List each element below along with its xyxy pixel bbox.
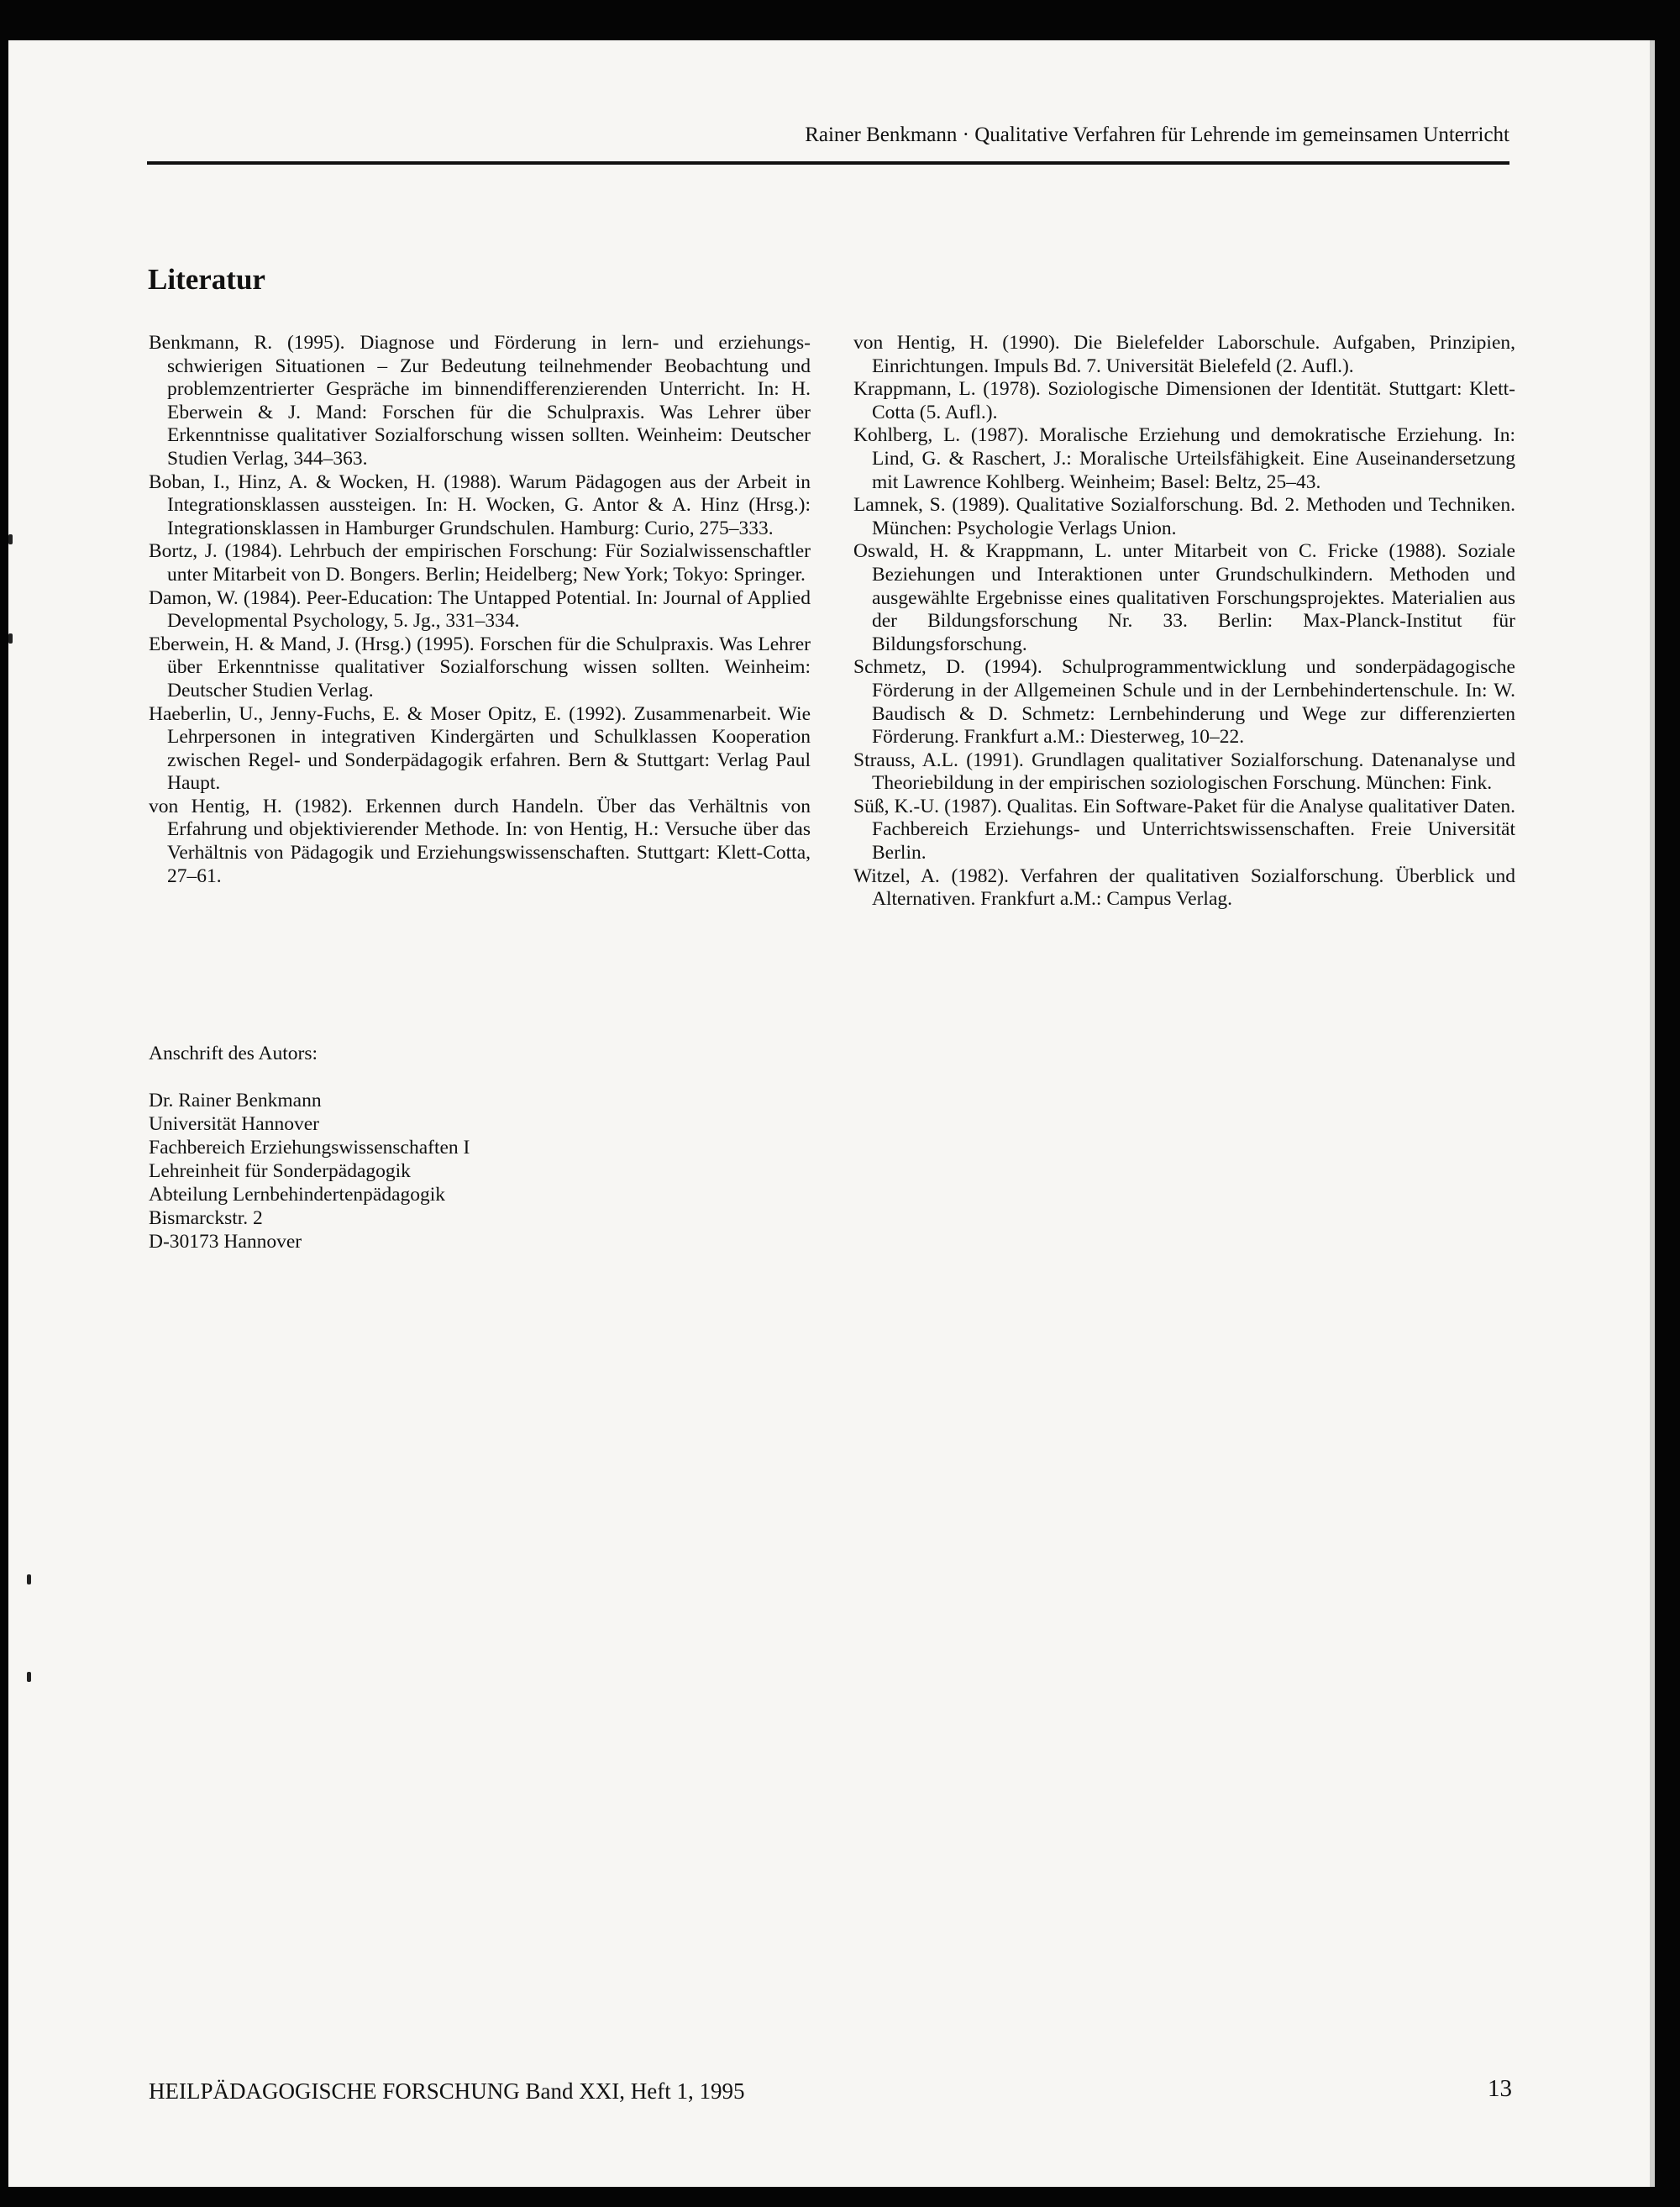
- address-line: Bismarckstr. 2: [149, 1207, 263, 1229]
- section-heading: Literatur: [148, 263, 265, 296]
- reference-entry: Schmetz, D. (1994). Schulprogrammentwicklung und sonderpädagogische Förderung in der Allgemeinen Schule und in der Lernbehindertenschule. In: W. Baudisch & D. Schmetz: Lernbehinderung und Wege zur differenzierten Förderung. Frankfurt a.M.: Diesterweg, 10–22.: [853, 656, 1515, 749]
- binding-mark: [27, 1574, 31, 1584]
- reference-entry: Witzel, A. (1982). Verfahren der qualitativen Sozialforschung. Überblick und Alternativen. Frankfurt a.M.: Campus Verlag.: [853, 864, 1515, 911]
- page-edge: [1650, 40, 1655, 2187]
- reference-entry: Damon, W. (1984). Peer-Education: The Untapped Potential. In: Journal of Applied Developmental Psychology, 5. Jg., 331–334.: [149, 586, 811, 633]
- journal-footer: HEILPÄDAGOGISCHE FORSCHUNG Band XXI, Heft 1, 1995: [149, 2078, 745, 2104]
- address-line: Fachbereich Erziehungswissenschaften I: [149, 1137, 470, 1159]
- reference-entry: Haeberlin, U., Jenny-Fuchs, E. & Moser Opitz, E. (1992). Zusammenarbeit. Wie Lehrpersonen in integrativen Kindergärten und Schulklassen Kooperation zwischen Regel- und Sonderpädagogik erfahren. Bern & Stuttgart: Verlag Paul Haupt.: [149, 702, 811, 795]
- address-line: Abteilung Lernbehindertenpädagogik: [149, 1184, 446, 1206]
- reference-entry: von Hentig, H. (1982). Erkennen durch Handeln. Über das Verhältnis von Erfahrung und objektivierender Methode. In: von Hentig, H.: Versuche über das Verhältnis von Pädagogik und Erziehungswissenschaften. Stuttgart: Klett-Cotta, 27–61.: [149, 795, 811, 887]
- reference-entry: Süß, K.-U. (1987). Qualitas. Ein Software-Paket für die Analyse qualitativer Daten. Fachbereich Erziehungs- und Unterrichtswissenschaften. Freie Universität Berlin.: [853, 795, 1515, 864]
- reference-entry: Bortz, J. (1984). Lehrbuch der empirischen Forschung: Für Sozialwissenschaftler unter Mitarbeit von D. Bongers. Berlin; Heidelberg; New York; Tokyo: Springer.: [149, 540, 811, 586]
- address-line: D-30173 Hannover: [149, 1231, 302, 1253]
- reference-entry: Benkmann, R. (1995). Diagnose und Förderung in lern- und erziehungs-schwierigen Situationen – Zur Bedeutung teilnehmender Beobachtung und problemzentrierter Gespräche im binnendifferenzierenden Unterricht. In: H. Eberwein & J. Mand: Forschen für die Schulpraxis. Was Lehrer über Erkenntnisse qualitativer Sozialforschung wissen sollten. Weinheim: Deutscher Studien Verlag, 344–363.: [149, 332, 811, 470]
- reference-entry: Kohlberg, L. (1987). Moralische Erziehung und demokratische Erziehung. In: Lind, G. & Raschert, J.: Moralische Urteilsfähigkeit. Eine Auseinandersetzung mit Lawrence Kohlberg. Weinheim; Basel: Beltz, 25–43.: [853, 424, 1515, 493]
- header-rule: [147, 161, 1509, 165]
- binding-mark: [27, 1672, 31, 1682]
- address-line: Dr. Rainer Benkmann: [149, 1090, 322, 1111]
- author-address: [149, 1042, 470, 1253]
- reference-entry: Strauss, A.L. (1991). Grundlagen qualitativer Sozialforschung. Datenanalyse und Theoriebildung in der empirischen soziologischen Forschung. München: Fink.: [853, 749, 1515, 795]
- reference-entry: Lamnek, S. (1989). Qualitative Sozialforschung. Bd. 2. Methoden und Techniken. München: Psychologie Verlags Union.: [853, 494, 1515, 539]
- reference-entry: Eberwein, H. & Mand, J. (Hrsg.) (1995). Forschen für die Schulpraxis. Was Lehrer über Erkenntnisse qualitativer Sozialforschung wissen sollten. Weinheim: Deutscher Studien Verlag.: [149, 633, 811, 702]
- address-label: Anschrift des Autors:: [149, 1043, 318, 1064]
- binding-mark: [8, 633, 13, 644]
- address-line: Lehreinheit für Sonderpädagogik: [149, 1160, 411, 1182]
- reference-entry: Krappmann, L. (1978). Soziologische Dimensionen der Identität. Stuttgart: Klett-Cotta (5. Aufl.).: [853, 378, 1515, 423]
- reference-entry: von Hentig, H. (1990). Die Bielefelder Laborschule. Aufgaben, Prinzipien, Einrichtungen. Impuls Bd. 7. Universität Bielefeld (2. Aufl.).: [853, 332, 1515, 377]
- page-number: 13: [1488, 2075, 1512, 2102]
- references-right-column: [853, 332, 1515, 912]
- reference-entry: Boban, I., Hinz, A. & Wocken, H. (1988). Warum Pädagogen aus der Arbeit in Integrationsklassen aussteigen. In: H. Wocken, G. Antor & A. Hinz (Hrsg.): Integrationsklassen in Hamburger Grundschulen. Hamburg: Curio, 275–333.: [149, 470, 811, 539]
- binding-mark: [8, 534, 13, 544]
- references-left-column: [149, 332, 811, 888]
- reference-entry: Oswald, H. & Krappmann, L. unter Mitarbeit von C. Fricke (1988). Soziale Beziehungen und Interaktionen unter Grundschulkindern. Methoden und ausgewählte Ergebnisse eines qualitativen Forschungsprojektes. Materialien aus der Bildungsforschung Nr. 33. Berlin: Max-Planck-Institut für Bildungsforschung.: [853, 540, 1515, 655]
- address-line: Universität Hannover: [149, 1113, 319, 1135]
- running-header: Rainer Benkmann · Qualitative Verfahren für Lehrende im gemeinsamen Unterricht: [805, 123, 1509, 146]
